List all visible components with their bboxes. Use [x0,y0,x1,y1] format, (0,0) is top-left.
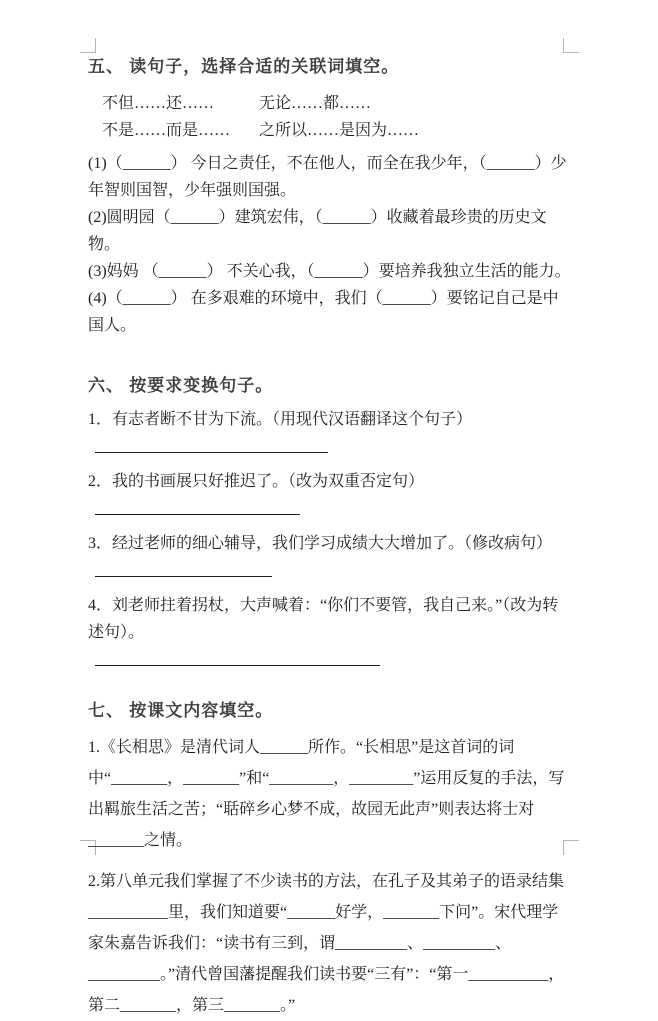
word-bank-option-3: 不是……而是…… [102,122,231,139]
page-margin-corner-top-left-icon [80,38,96,53]
word-bank-option-4: 之所以……是因为…… [259,122,420,139]
fill-blank-item-4: (4)（______） 在多艰难的环境中，我们（______）要铭记自己是中国人。 [88,290,559,334]
section-five-title: 五、 读句子，选择合适的关联词填空。 [88,57,400,76]
course-content-paragraph-2: 2.第八单元我们掌握了不少读书的方法，在孔子及其弟子的语录结集__________里，我们知道要“______好学，_______下问”。宋代理学家朱嘉告诉我们：“读书有三到，谓_________、_________、_________。”清代曾国藩提醒我们读书要“三有”：“第一__________，第二_______，第三_______。” [88,873,565,1014]
section-five-items [88,150,574,339]
word-bank-option-1: 不但……还…… [102,95,215,112]
answer-blank-line-1 [95,452,328,453]
rewrite-question-1: 1．有志者断不甘为下流。（用现代汉语翻译这个句子） [88,411,473,428]
word-bank-row-2 [102,117,574,144]
section-six [88,375,574,666]
course-content-paragraph-1: 1.《长相思》是清代词人______所作。“长相思”是这首词的词中“_______，_______”和“________，________”运用反复的手法，写出羁旅生活之苦；“聒碎乡心梦不成，故园无此声”则表达将士对_______之情。 [88,739,565,849]
word-bank-row-1 [102,90,574,117]
rewrite-question-3: 3．经过老师的细心辅导，我们学习成绩大大增加了。（修改病句） [88,535,553,552]
answer-blank-line-4 [95,665,380,666]
section-five [88,56,574,339]
section-seven-title: 七、 按课文内容填空。 [88,701,274,720]
fill-blank-item-3: (3)妈妈 （______） 不关心我，（______）要培养我独立生活的能力。 [88,263,571,280]
conjunction-word-bank [102,90,574,144]
worksheet-content [88,56,574,1021]
word-bank-option-2: 无论……都…… [259,95,372,112]
fill-blank-item-1: (1)（______） 今日之责任，不在他人，而全在我少年，（______）少年智则国智，少年强则国强。 [88,155,567,199]
rewrite-question-4: 4．刘老师拄着拐杖，大声喊着：“你们不要管，我自己来。”（改为转述句）。 [88,597,559,641]
section-six-title: 六、 按要求变换句子。 [88,376,274,395]
answer-blank-line-2 [95,514,300,515]
fill-blank-item-2: (2)圆明园（______）建筑宏伟，（______）收藏着最珍贵的历史文物。 [88,209,547,253]
answer-blank-line-3 [95,576,272,577]
page-margin-corner-top-right-icon [563,38,579,53]
rewrite-question-2: 2．我的书画展只好推迟了。（改为双重否定句） [88,473,425,490]
section-seven [88,700,574,1021]
